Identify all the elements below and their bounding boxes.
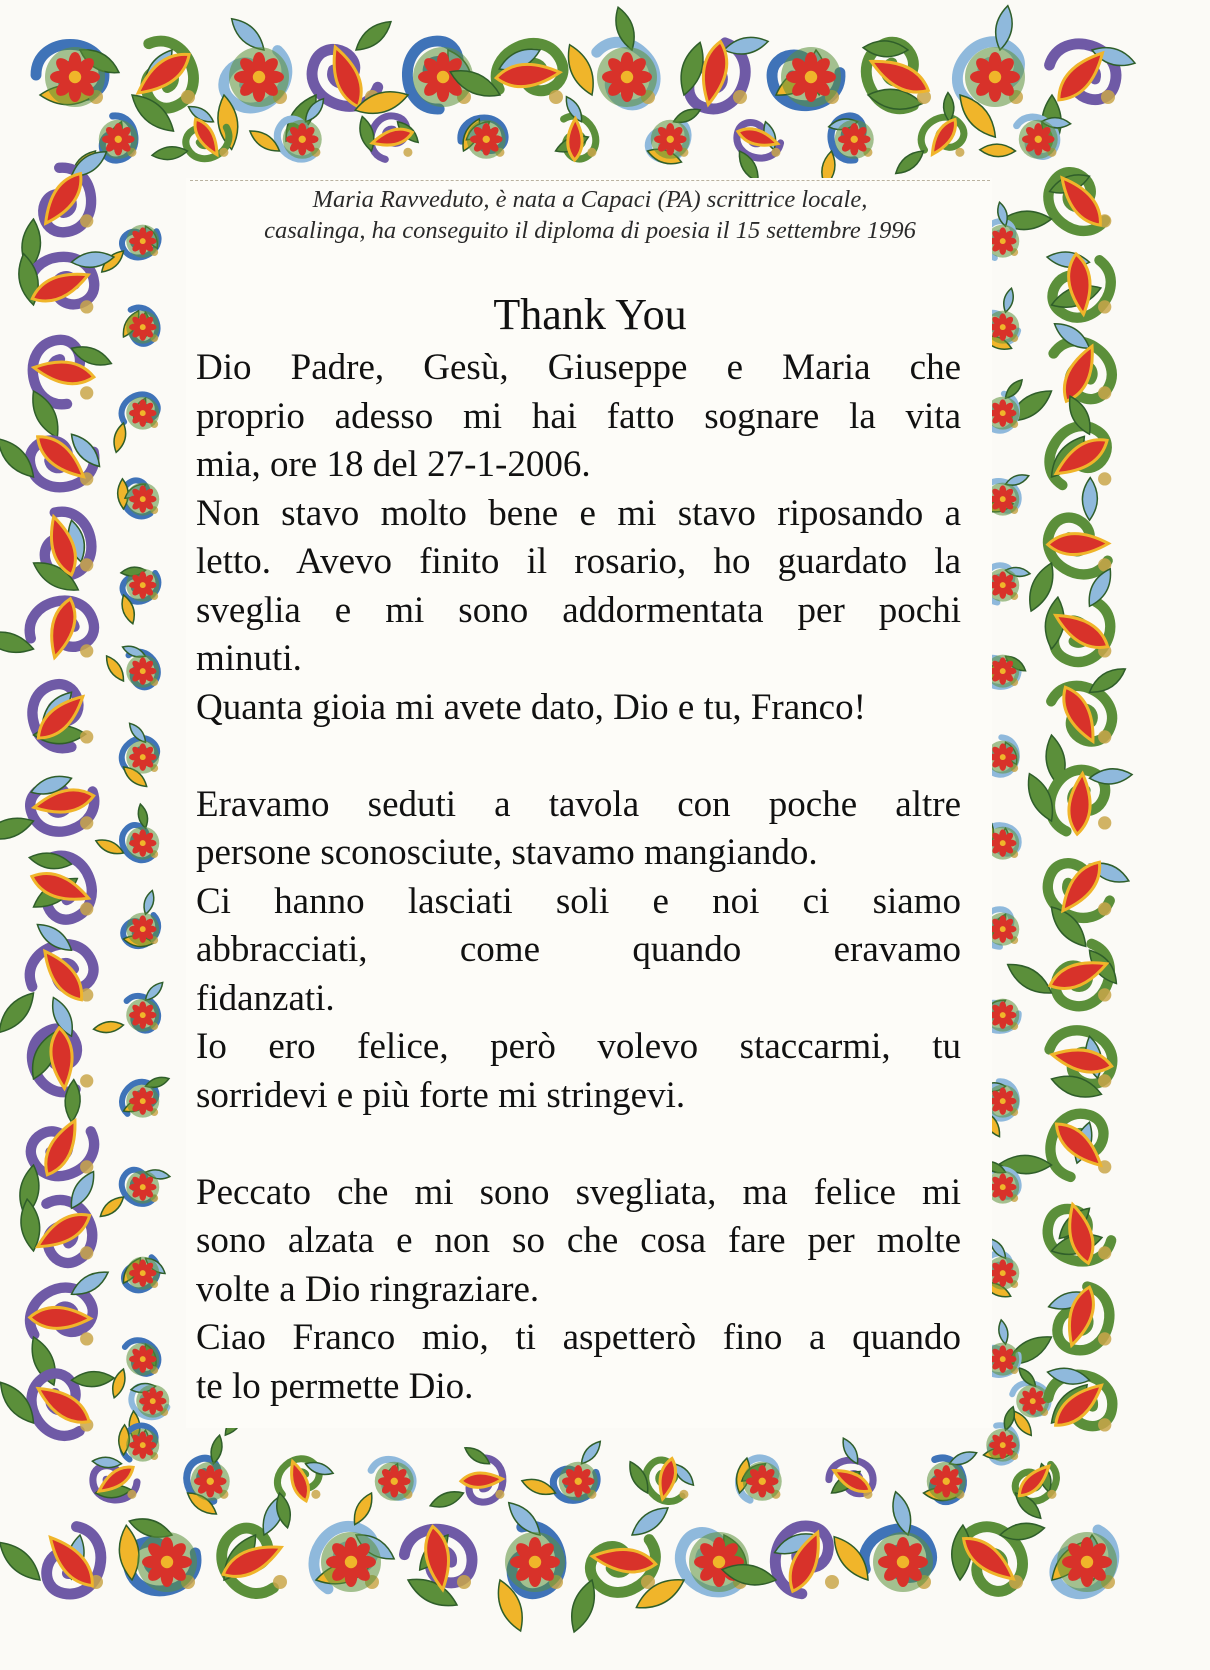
flower-center: [160, 1555, 174, 1569]
flower-center: [1080, 1555, 1094, 1569]
author-intro-line: casalinga, ha conseguito il diploma di poesia il 15 settembre 1996: [264, 217, 916, 244]
leaf-motif: [980, 143, 1016, 157]
tulip-motif: [567, 118, 582, 160]
gold-dot: [80, 386, 93, 399]
flower-center: [999, 1011, 1007, 1019]
poem-line: fidanzati.: [196, 977, 335, 1019]
gold-dot: [1098, 1246, 1111, 1259]
tulip-motif: [1048, 533, 1109, 555]
leaf-motif: [0, 1535, 47, 1587]
poem-line: Non stavo molto bene e mi stavo riposando a: [196, 492, 961, 534]
poem-line: sveglia e mi sono addormentata per pochi: [196, 589, 961, 631]
gold-dot: [587, 148, 596, 157]
flower-center: [139, 753, 147, 761]
flower-center: [999, 1441, 1007, 1449]
flower-center: [139, 409, 147, 417]
gold-dot: [80, 214, 93, 227]
flower-center: [139, 581, 147, 589]
flower-center: [999, 753, 1007, 761]
poem-line: Ciao Franco mio, ti aspetterò fino a quando: [196, 1317, 961, 1358]
leaf-motif: [892, 146, 928, 178]
leaf-motif: [0, 987, 40, 1038]
gold-dot: [80, 1160, 93, 1173]
flower-center: [482, 135, 491, 144]
leaf-motif: [1003, 957, 1057, 1001]
flower-center: [139, 323, 147, 331]
poem-line: abbracciati, come quando eravamo: [196, 929, 961, 970]
gold-dot: [1101, 90, 1115, 104]
leaf-motif: [109, 1367, 128, 1399]
gold-dot: [80, 1332, 93, 1345]
leaf-motif: [97, 1193, 127, 1221]
leaf-motif: [1082, 477, 1098, 520]
flower-center: [999, 1269, 1007, 1277]
flower-center: [999, 409, 1007, 417]
flower-center: [139, 925, 147, 933]
gold-dot: [1098, 902, 1111, 915]
leaf-motif: [428, 1487, 466, 1511]
poem-line: Eravamo seduti a tavola con poche altre: [196, 783, 961, 825]
poem-line: mia, ore 18 del 27-1-2006.: [196, 444, 591, 485]
gold-dot: [311, 1490, 320, 1499]
leaf-motif: [141, 889, 156, 915]
flower-center: [139, 495, 147, 503]
gold-dot: [403, 148, 412, 157]
author-intro: [190, 184, 990, 246]
poem-line: sorridevi e più forte mi stringevi.: [196, 1074, 686, 1116]
flower-center: [999, 1183, 1007, 1191]
leaf-motif: [102, 653, 128, 684]
flower-center: [390, 1477, 399, 1486]
poem-line: Peccato che mi sono svegliata, ma felice mi: [196, 1171, 961, 1213]
gold-dot: [80, 558, 93, 571]
flower-center: [528, 1555, 542, 1569]
flower-center: [139, 1441, 147, 1449]
flower-center: [896, 1555, 910, 1569]
flower-center: [252, 70, 266, 84]
flower-center: [620, 70, 634, 84]
flower-center: [999, 1097, 1007, 1105]
poem-line: sono alzata e non so che cosa fare per molte: [196, 1220, 961, 1261]
flower-center: [139, 1011, 147, 1019]
flower-center: [114, 135, 123, 144]
divider: [190, 180, 990, 181]
flower-center: [942, 1477, 951, 1486]
leaf-motif: [351, 16, 396, 57]
gold-dot: [955, 148, 964, 157]
poem-line: Quanta gioia mi avete dato, Dio e tu, Franco!: [196, 686, 866, 728]
flower-center: [999, 323, 1007, 331]
leaf-motif: [997, 1319, 1010, 1345]
poem-line: volte a Dio ringraziare.: [196, 1268, 540, 1310]
poem-line: persone sconosciute, stavamo mangiando.: [196, 832, 818, 873]
leaf-motif: [722, 34, 769, 58]
poem-line: Io ero felice, però volevo staccarmi, tu: [196, 1026, 961, 1067]
flower-center: [149, 1397, 157, 1405]
gold-dot: [733, 90, 747, 104]
tulip-motif: [461, 1472, 503, 1488]
flower-center: [999, 667, 1007, 675]
poem-blank-line: [196, 732, 961, 781]
flower-center: [139, 839, 147, 847]
poem-line: proprio adesso mi hai fatto sognare la vita: [196, 395, 961, 437]
flower-center: [298, 135, 307, 144]
author-intro-line: Maria Ravveduto, è nata a Capaci (PA) scrittrice locale,: [312, 186, 868, 213]
flower-center: [850, 135, 859, 144]
leaf-motif: [117, 1524, 142, 1581]
flower-center: [1029, 1397, 1037, 1405]
flower-center: [139, 1183, 147, 1191]
poem-line: minuti.: [196, 638, 302, 679]
flower-center: [139, 667, 147, 675]
poem-line: Dio Padre, Gesù, Giuseppe e Maria che: [196, 347, 961, 388]
poem-line: Ci hanno lasciati soli e noi ci siamo: [196, 880, 961, 922]
gold-dot: [457, 1575, 471, 1589]
gold-dot: [1098, 988, 1111, 1001]
flower-center: [712, 1555, 726, 1569]
flower-center: [139, 1269, 147, 1277]
flower-center: [344, 1555, 358, 1569]
leaf-motif: [151, 145, 188, 162]
gold-dot: [80, 730, 93, 743]
gold-dot: [80, 902, 93, 915]
flower-center: [436, 70, 450, 84]
flower-center: [68, 70, 82, 84]
flower-center: [804, 70, 818, 84]
poem-title: Thank You: [493, 290, 687, 339]
flower-center: [999, 1355, 1007, 1363]
gold-dot: [1098, 730, 1111, 743]
tulip-motif: [1067, 773, 1093, 835]
gold-dot: [771, 148, 780, 157]
flower-center: [139, 237, 147, 245]
gold-dot: [495, 1490, 504, 1499]
poem-blank-line: [196, 1120, 961, 1169]
flower-center: [139, 1355, 147, 1363]
gold-dot: [1098, 816, 1111, 829]
flower-center: [999, 237, 1007, 245]
flower-center: [999, 581, 1007, 589]
poem-body: [196, 344, 961, 1411]
gold-dot: [1098, 1074, 1111, 1087]
gold-dot: [825, 1575, 839, 1589]
flower-center: [1034, 135, 1043, 144]
gold-dot: [273, 1575, 287, 1589]
flower-center: [988, 70, 1002, 84]
leaf-motif: [111, 422, 129, 454]
leaf-motif: [1001, 287, 1015, 313]
flower-center: [574, 1477, 583, 1486]
gold-dot: [80, 1074, 93, 1087]
gold-dot: [1098, 300, 1111, 313]
gold-dot: [1098, 472, 1111, 485]
gold-dot: [1047, 1490, 1056, 1499]
gold-dot: [1098, 1332, 1111, 1345]
leaf-motif: [93, 1020, 124, 1035]
flower-center: [758, 1477, 767, 1486]
flower-center: [666, 135, 675, 144]
gold-dot: [181, 90, 195, 104]
gold-dot: [549, 90, 563, 104]
flower-center: [139, 1097, 147, 1105]
gold-dot: [1098, 386, 1111, 399]
gold-dot: [80, 816, 93, 829]
flower-center: [999, 495, 1007, 503]
gold-dot: [679, 1490, 688, 1499]
gold-dot: [127, 1490, 136, 1499]
gold-dot: [80, 644, 93, 657]
poem-line: letto. Avevo finito il rosario, ho guardato la: [196, 541, 961, 582]
flower-center: [999, 839, 1007, 847]
flower-center: [999, 925, 1007, 933]
gold-dot: [80, 300, 93, 313]
flower-center: [206, 1477, 215, 1486]
gold-dot: [1098, 1418, 1111, 1431]
gold-dot: [219, 148, 228, 157]
gold-dot: [80, 1246, 93, 1259]
poem-line: te lo permette Dio.: [196, 1365, 474, 1407]
